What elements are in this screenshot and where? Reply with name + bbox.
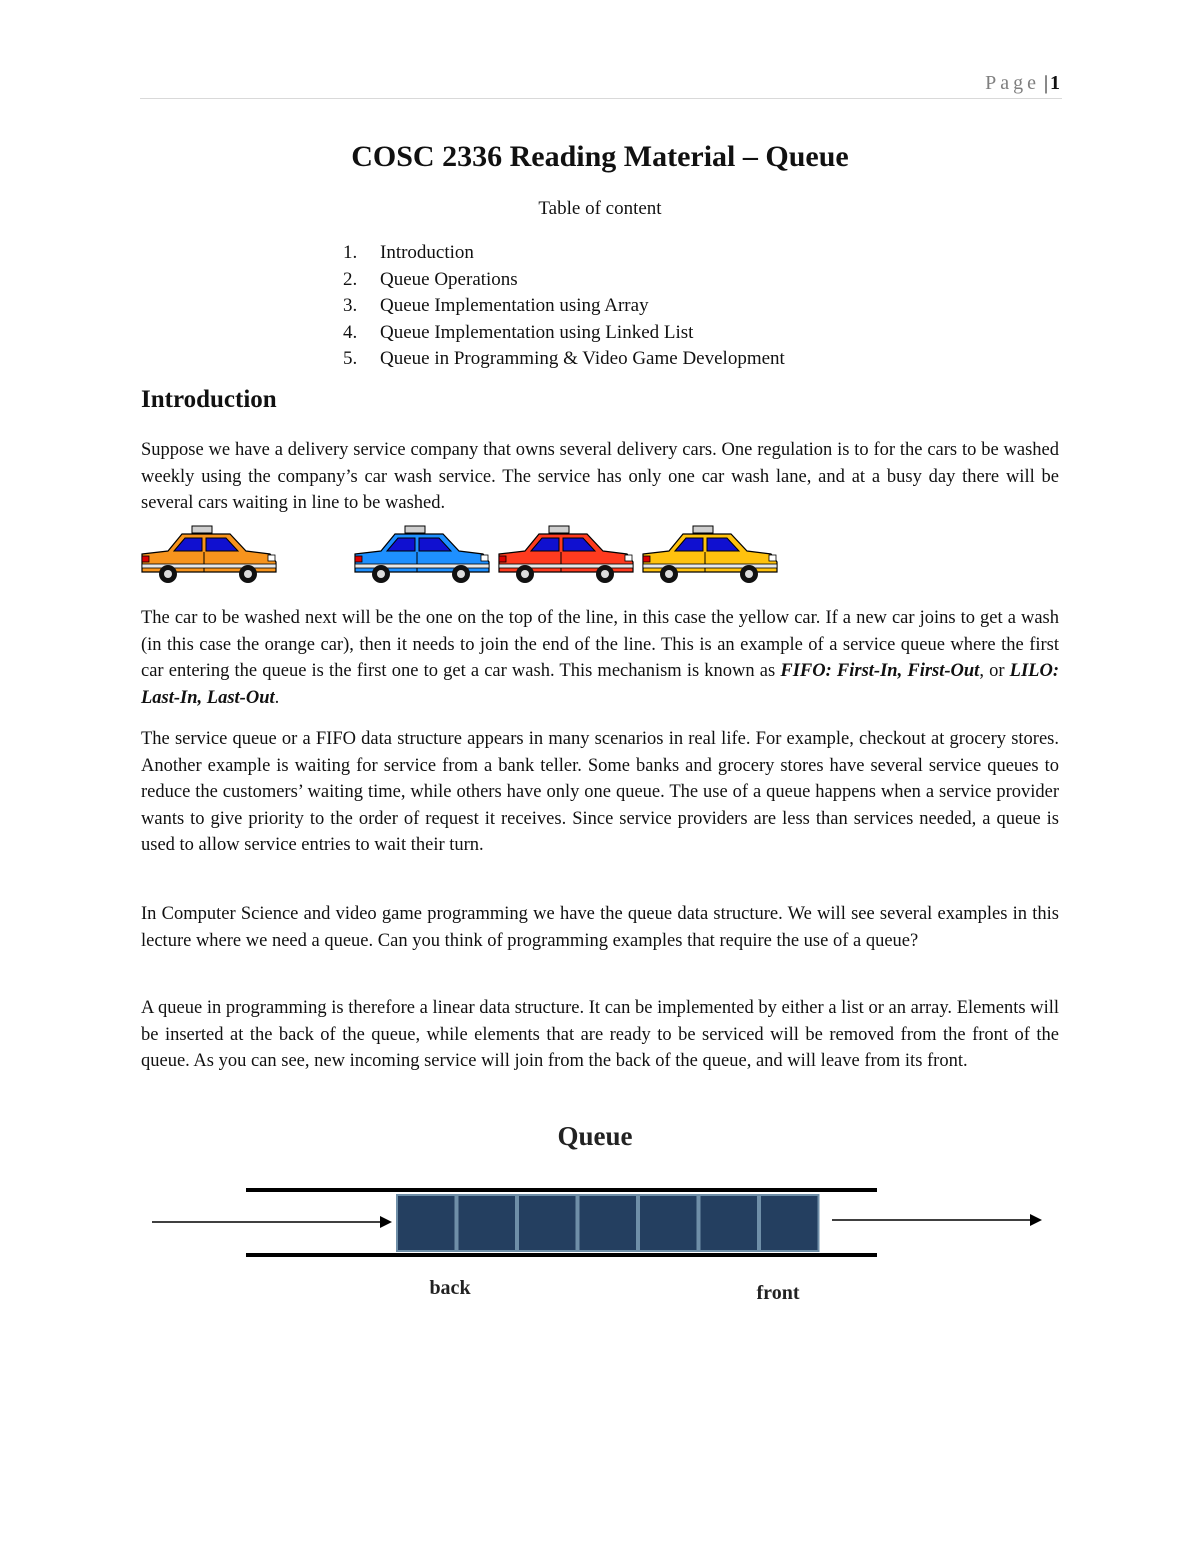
toc-item: [343, 320, 785, 347]
toc-item: [343, 267, 785, 294]
paragraph-fifo: [141, 605, 1059, 711]
queue-cell: [518, 1195, 577, 1251]
toc-item: [343, 240, 785, 267]
page-number: [985, 72, 1060, 95]
toc-item-number: 1.: [343, 242, 358, 263]
queue-cell: [700, 1195, 759, 1251]
yellow-car: [643, 526, 777, 583]
toc-item-label: Queue Operations: [380, 268, 518, 290]
page-separator: |: [1043, 72, 1048, 94]
enqueue-arrow-head: [380, 1216, 392, 1228]
toc-item-label: Queue Implementation using Linked List: [380, 321, 694, 343]
paragraph-cs-queues: In Computer Science and video game programming we have the queue data structure. We will see several examples in this lecture where we need a queue. Can you think of programming examples that require the use of a queue?: [141, 904, 1059, 951]
orange-car: [142, 526, 276, 583]
fifo-or: , or: [979, 661, 1010, 682]
toc-item: [343, 346, 785, 373]
page-number-value: 1: [1050, 72, 1060, 94]
toc-item-number: 5.: [343, 348, 358, 370]
fifo-term: FIFO: First-In, First-Out: [780, 661, 980, 682]
queue-cell: [397, 1195, 456, 1251]
queue-cell: [639, 1195, 698, 1251]
queue-diagram: [140, 1118, 1060, 1318]
paragraph-linear-structure: A queue in programming is therefore a linear data structure. It can be implemented by either a list or an array. Elements will be inserted at the back of the queue, while elements that are ready to be serviced will be removed from the front of the queue. As you can see, new incoming service will join from the back of the queue, and will leave from its front.: [141, 998, 1059, 1072]
paragraph-real-life-queues: The service queue or a FIFO data structure appears in many scenarios in real life. For example, checkout at grocery stores. Another example is waiting for service from a bank teller. Some banks and grocery stores have several service queues to reduce the customers’ waiting time, while others have only one queue. The use of a queue happens when a service provider wants to give priority to the order of request it receives. Since service providers are less than services needed, a queue is used to allow service entries to wait their turn.: [141, 729, 1059, 856]
toc-item: [343, 293, 785, 320]
page-header: [140, 70, 1062, 99]
toc-item-number: 4.: [343, 321, 358, 343]
queue-cell: [760, 1195, 819, 1251]
red-car: [499, 526, 633, 583]
dequeue-arrow-head: [1030, 1214, 1042, 1226]
toc-item-label: Queue in Programming & Video Game Development: [380, 348, 785, 370]
fifo-text: The car to be washed next will be the one on the top of the line, in this case the yellow car. If a new car joins to get a wash (in this case the orange car), then it needs to join the end of the line. This is an example of a service queue where the first car entering the queue is the first one to get a car wash. This mechanism is known as: [141, 608, 1059, 682]
queue-diagram-title: Queue: [557, 1121, 633, 1151]
queue-front-label: front: [756, 1282, 800, 1304]
queue-cells: [397, 1195, 819, 1251]
queue-back-label: back: [429, 1277, 471, 1299]
page-word: Page: [985, 72, 1040, 94]
toc-item-label: Queue Implementation using Array: [380, 295, 649, 317]
toc-list: [343, 240, 785, 373]
toc-item-label: Introduction: [380, 242, 474, 263]
queue-cell: [579, 1195, 638, 1251]
cars-illustration: [138, 524, 788, 590]
document-title: COSC 2336 Reading Material – Queue: [351, 140, 849, 173]
toc-item-number: 3.: [343, 295, 358, 317]
toc-heading: Table of content: [538, 198, 662, 219]
queue-cell: [458, 1195, 517, 1251]
section-heading-introduction: Introduction: [141, 386, 277, 413]
toc-item-number: 2.: [343, 268, 358, 290]
fifo-end: .: [274, 687, 280, 708]
paragraph-delivery-service: Suppose we have a delivery service company that owns several delivery cars. One regulation is to for the cars to be washed weekly using the company’s car wash service. The service has only one car wash lane, and at a busy day there will be several cars waiting in line to be washed.: [141, 440, 1059, 514]
lilo-term: LILO: Last-In, Last-Out: [141, 661, 1059, 708]
blue-car: [355, 526, 489, 583]
